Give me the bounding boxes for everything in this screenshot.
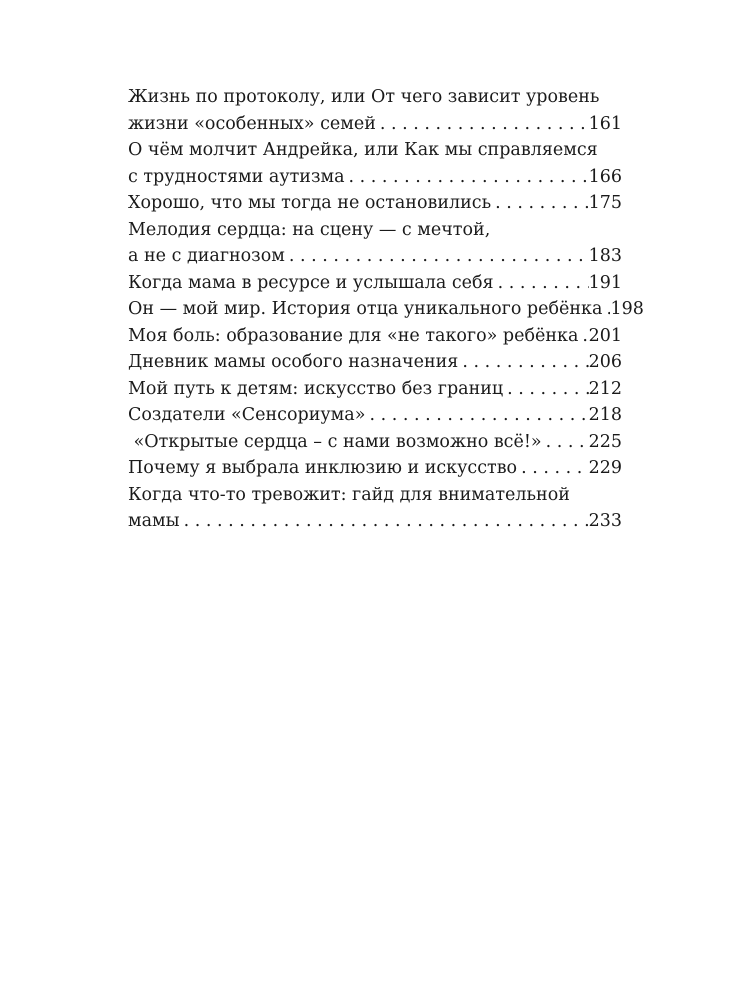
toc-entry-title-line: «Открытые сердца – с нами возможно всё!» <box>128 431 542 452</box>
dot-leader <box>285 243 589 270</box>
toc-entry <box>128 137 622 190</box>
toc-entry <box>128 270 622 297</box>
toc-page-number: 175 <box>588 193 622 213</box>
toc-entry-title-line: Дневник мамы особого назначения <box>128 352 459 372</box>
dot-leader <box>517 455 589 482</box>
toc-entry <box>128 376 622 403</box>
toc-page-number: 166 <box>588 166 622 187</box>
toc-entry <box>128 323 622 350</box>
toc-entry-title-line: Хорошо, что мы тогда не остановились <box>128 193 492 213</box>
table-of-contents <box>128 84 644 535</box>
toc-entry <box>128 429 622 456</box>
toc-page-number: 183 <box>588 246 622 266</box>
toc-page-number: 225 <box>588 431 622 452</box>
toc-entry-title-line: О чём молчит Андрейка, или Как мы справляемся <box>128 140 598 160</box>
toc-entry-title-line: Моя боль: образование для «не такого» ребёнка <box>128 325 579 346</box>
toc-entry <box>128 455 622 482</box>
dot-leader <box>494 270 589 297</box>
toc-entry <box>128 190 622 217</box>
toc-page-number: 233 <box>588 511 622 531</box>
toc-page-number: 161 <box>588 113 622 134</box>
toc-entry <box>128 349 622 376</box>
toc-entry-title-line: с трудностями аутизма <box>128 166 345 187</box>
dot-leader <box>345 164 589 191</box>
toc-entry <box>128 217 622 270</box>
toc-entry-title-line: жизни «особенных» семей <box>128 113 376 134</box>
toc-entry-title-line: Он — мой мир. История отца уникального ребёнка <box>128 299 603 319</box>
toc-page-number: 212 <box>588 378 622 399</box>
toc-entry <box>128 296 644 323</box>
toc-page-number: 229 <box>588 458 622 478</box>
dot-leader <box>578 323 588 350</box>
dot-leader <box>491 190 588 217</box>
toc-entry <box>128 482 622 535</box>
toc-entry <box>128 84 622 137</box>
toc-entry-title-line: а не с диагнозом <box>128 246 285 266</box>
toc-entry-title-line: Когда мама в ресурсе и услышала себя <box>128 272 494 293</box>
toc-page-number: 201 <box>588 325 622 346</box>
toc-entry-title-line: Мелодия сердца: на сцену — с мечтой, <box>128 219 491 240</box>
dot-leader <box>503 376 588 403</box>
dot-leader <box>542 429 589 456</box>
dot-leader <box>365 402 588 429</box>
dot-leader <box>458 349 588 376</box>
toc-page-number: 198 <box>610 299 644 319</box>
dot-leader <box>602 296 610 323</box>
toc-entry-title-line: мамы <box>128 511 180 531</box>
toc-entry-title-line: Жизнь по протоколу, или От чего зависит уровень <box>128 87 600 107</box>
toc-entry-title-line: Почему я выбрала инклюзию и искусство <box>128 458 518 478</box>
toc-page-number: 191 <box>588 272 622 293</box>
toc-entry-title-line: Создатели «Сенсориума» <box>128 405 366 425</box>
toc-entry <box>128 402 622 429</box>
toc-entry-title-line: Мой путь к детям: искусство без границ <box>128 378 504 399</box>
toc-page-number: 218 <box>588 405 622 425</box>
dot-leader <box>376 111 589 138</box>
toc-entry-title-line: Когда что-то тревожит: гайд для внимательной <box>128 484 570 505</box>
toc-page-number: 206 <box>588 352 622 372</box>
dot-leader <box>180 508 589 535</box>
